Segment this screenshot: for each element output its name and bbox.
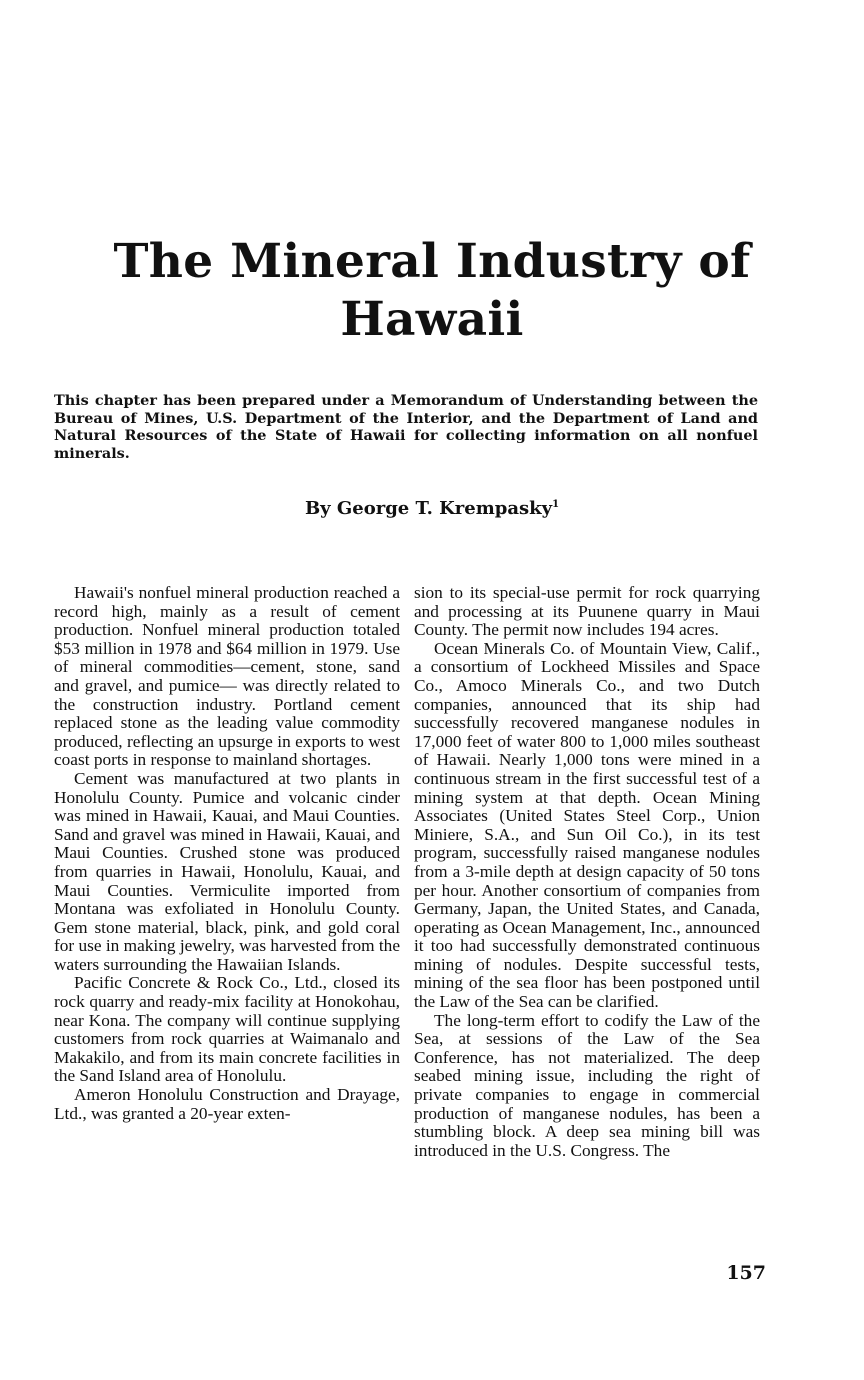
footnote-mark: 1	[552, 499, 560, 510]
chapter-title-line-1: The Mineral Industry of	[113, 234, 751, 289]
author-name: By George T. Krempasky	[304, 498, 553, 519]
right-column	[414, 584, 760, 1160]
paragraph: Pacific Concrete & Rock Co., Ltd., closed its rock quarry and ready-mix facility at Honokohau, near Kona. The company will continue supplying customers from rock quarries at Waimanalo and Makakilo, and from its main concrete facilities in the Sand Island area of Honolulu.	[54, 973, 400, 1086]
preface-note: This chapter has been prepared under a Memorandum of Understanding between the Bureau of Mines, U.S. Department of the Interior, and the Department of Land and Natural Resources of the State of Hawaii for collecting information on all nonfuel minerals.	[54, 392, 758, 462]
page-number: 157	[726, 1262, 766, 1284]
paragraph: sion to its special-use permit for rock quarrying and processing at its Puunene quarry in Maui County. The permit now includes 194 acres.	[414, 583, 760, 640]
author-byline	[0, 498, 864, 519]
paragraph: Ocean Minerals Co. of Mountain View, Calif., a consortium of Lockheed Missiles and Space Co., Amoco Minerals Co., and two Dutch companies, announced that its ship had successfully recovered manganese nodules in 17,000 feet of water 800 to 1,000 miles southeast of Hawaii. Nearly 1,000 tons were mined in a continuous stream in the first successful test of a mining system at that depth. Ocean Mining Associates (United States Steel Corp., Union Miniere, S.A., and Sun Oil Co.), in its test program, successfully raised manganese nodules from a 3-mile depth at design capacity of 50 tons per hour. Another consortium of companies from Germany, Japan, the United States, and Canada, operating as Ocean Management, Inc., announced it too had successfully demonstrated continuous mining of nodules. Despite successful tests, mining of the sea floor has been postponed until the Law of the Sea can be clarified.	[414, 638, 760, 1012]
left-column	[54, 584, 400, 1123]
paragraph: The long-term effort to codify the Law of the Sea, at sessions of the Law of the Sea Conference, has not materialized. The deep seabed mining issue, including the right of private companies to engage in commercial production of manganese nodules, has been a stumbling block. A deep sea mining bill was introduced in the U.S. Congress. The	[414, 1010, 760, 1160]
chapter-title	[60, 233, 804, 349]
paragraph: Hawaii's nonfuel mineral production reached a record high, mainly as a result of cement production. Nonfuel mineral production totaled $53 million in 1978 and $64 million in 1979. Use of mineral commodities—cement, stone, sand and gravel, and pumice— was directly related to the construction industry. Portland cement replaced stone as the leading value commodity produced, reflecting an upsurge in exports to west coast ports in response to mainland shortages.	[54, 583, 400, 770]
paragraph: Cement was manufactured at two plants in Honolulu County. Pumice and volcanic cinder was mined in Hawaii, Kauai, and Maui Counties. Sand and gravel was mined in Hawaii, Kauai, and Maui Counties. Crushed stone was produced from quarries in Hawaii, Honolulu, Kauai, and Maui Counties. Vermiculite imported from Montana was exfoliated in Honolulu County. Gem stone material, black, pink, and gold coral for use in making jewelry, was harvested from the waters surrounding the Hawaiian Islands.	[54, 768, 400, 974]
paragraph: Ameron Honolulu Construction and Drayage, Ltd., was granted a 20-year exten-	[54, 1085, 400, 1123]
chapter-title-line-2: Hawaii	[340, 292, 524, 347]
